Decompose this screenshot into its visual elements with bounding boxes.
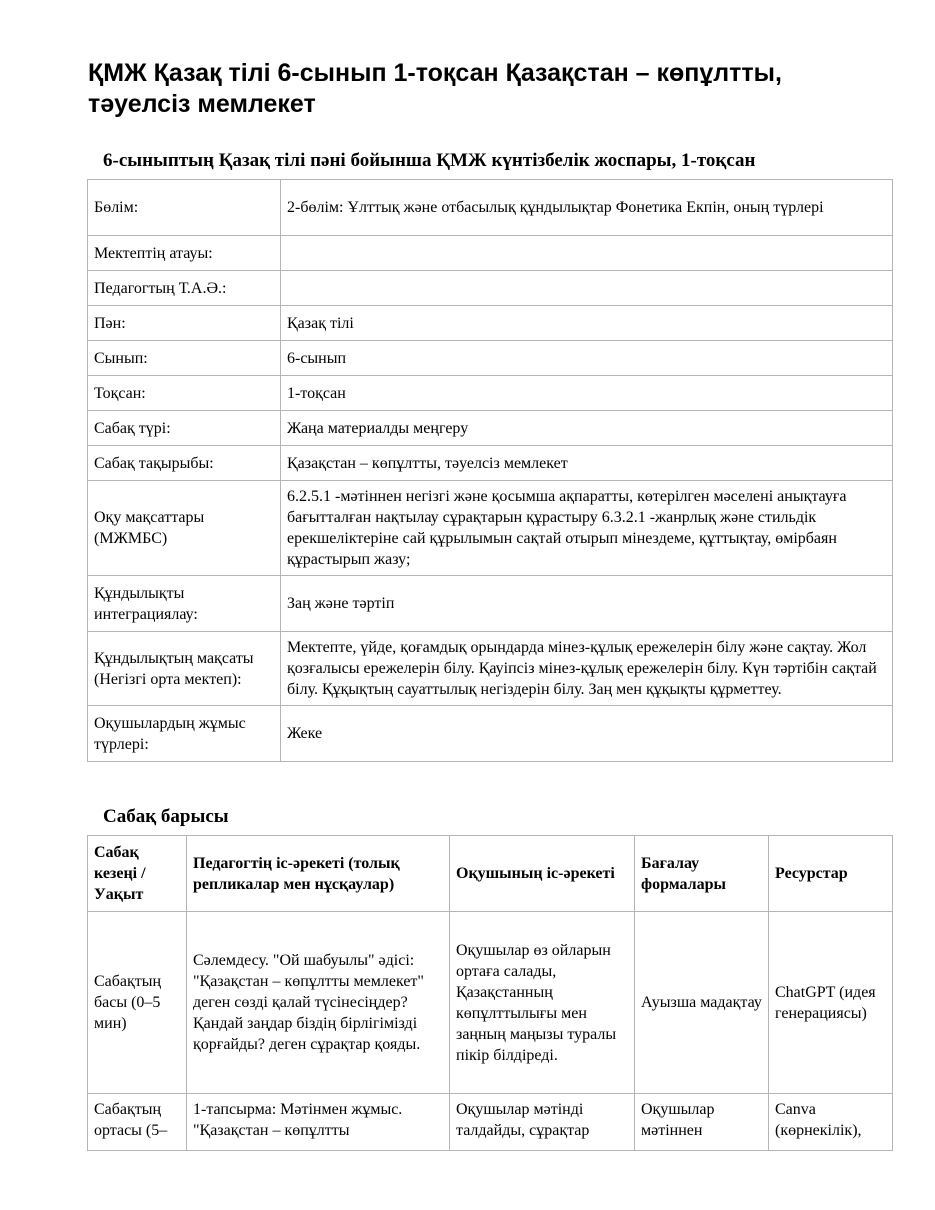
info-row	[88, 706, 893, 762]
header-student: Оқушының іс-әрекеті	[450, 836, 635, 912]
info-value: 1-тоқсан	[281, 376, 893, 411]
info-value: Заң және тәртіп	[281, 576, 893, 632]
info-key: Педагогтың Т.А.Ә.:	[88, 271, 281, 306]
info-key: Бөлім:	[88, 180, 281, 236]
info-row	[88, 236, 893, 271]
cell-resources: Canva (көрнекілік),	[775, 1101, 862, 1139]
header-assessment: Бағалау формалары	[635, 836, 769, 912]
header-stage: Сабақ кезеңі / Уақыт	[88, 836, 187, 912]
info-row	[88, 306, 893, 341]
cell-assessment: Оқушылар мәтіннен	[641, 1101, 715, 1139]
info-value: Жеке	[281, 706, 893, 762]
info-key: Оқу мақсаттары (МЖМБС)	[88, 481, 281, 576]
table-header-row	[88, 836, 893, 912]
header-teacher: Педагогтің іс-әрекеті (толық репликалар мен нұсқаулар)	[187, 836, 450, 912]
info-value: Қазақстан – көпұлтты, тәуелсіз мемлекет	[281, 446, 893, 481]
document-title: ҚМЖ Қазақ тілі 6-сынып 1-тоқсан Қазақстан – көпұлтты, тәуелсіз мемлекет	[88, 59, 782, 118]
info-value: 6-сынып	[281, 341, 893, 376]
info-row	[88, 576, 893, 632]
lesson-progress-heading: Сабақ барысы	[103, 806, 229, 827]
cell-stage: Сабақтың ортасы (5–	[94, 1101, 168, 1139]
info-row	[88, 446, 893, 481]
info-key: Сынып:	[88, 341, 281, 376]
info-value: Мектепте, үйде, қоғамдық орындарда мінез-құлық ережелерін білу және сақтау. Жол қозғалысы ережелерін білу. Қауіпсіз мінез-құлық ережелерін білу. Күн тәртібін сақтай білу. Құқықтың сауаттылық негіздерін білу. Заң мен құқықты құрметтеу.	[281, 632, 893, 706]
cell-student: Оқушылар өз ойларын ортаға салады, Қазақстанның көпұлттылығы мен заңның маңызы туралы пікір білдіреді.	[450, 912, 635, 1094]
info-row	[88, 271, 893, 306]
cell-assessment: Ауызша мадақтау	[635, 912, 769, 1094]
info-row	[88, 376, 893, 411]
cell-teacher: Сәлемдесу. "Ой шабуылы" әдісі: "Қазақстан – көпұлтты мемлекет" деген сөзді қалай түсінесіңдер? Қандай заңдар біздің бірлігімізді қорғайды? деген сұрақтар қояды.	[187, 912, 450, 1094]
info-value	[281, 271, 893, 306]
info-key: Құндылықтың мақсаты (Негізгі орта мектеп):	[88, 632, 281, 706]
info-key: Мектептің атауы:	[88, 236, 281, 271]
info-value: Жаңа материалды меңгеру	[281, 411, 893, 446]
lesson-progress-table	[87, 835, 893, 1151]
info-value	[281, 236, 893, 271]
info-value: 2-бөлім: Ұлттық және отбасылық құндылықтар Фонетика Екпін, оның түрлері	[281, 180, 893, 236]
info-key: Пән:	[88, 306, 281, 341]
info-row	[88, 632, 893, 706]
info-value: Қазақ тілі	[281, 306, 893, 341]
cell-stage: Сабақтың басы (0–5 мин)	[88, 912, 187, 1094]
plan-subtitle: 6-сыныптың Қазақ тілі пәні бойынша ҚМЖ күнтізбелік жоспары, 1-тоқсан	[103, 150, 756, 171]
info-row	[88, 481, 893, 576]
info-value: 6.2.5.1 -мәтіннен негізгі және қосымша ақпаратты, көтерілген мәселені анықтауға бағытталған нақтылау сұрақтарын құрастыру 6.3.2.1 -жанрлық және стильдік ерекшеліктеріне сай құрылымын сақтай отырып мінездеме, құттықтау, өмірбаян құрастырып жазу;	[281, 481, 893, 576]
cell-teacher: 1-тапсырма: Мәтінмен жұмыс. "Қазақстан – көпұлтты	[193, 1101, 403, 1139]
table-row	[88, 1094, 893, 1151]
info-key: Тоқсан:	[88, 376, 281, 411]
table-row	[88, 912, 893, 1094]
info-key: Құндылықты интеграциялау:	[88, 576, 281, 632]
info-row	[88, 411, 893, 446]
lesson-info-table	[87, 179, 893, 762]
cell-student: Оқушылар мәтінді талдайды, сұрақтар	[456, 1101, 590, 1139]
info-key: Оқушылардың жұмыс түрлері:	[88, 706, 281, 762]
header-resources: Ресурстар	[769, 836, 893, 912]
info-row	[88, 180, 893, 236]
info-key: Сабақ түрі:	[88, 411, 281, 446]
info-key: Сабақ тақырыбы:	[88, 446, 281, 481]
cell-resources: ChatGPT (идея генерациясы)	[769, 912, 893, 1094]
info-row	[88, 341, 893, 376]
